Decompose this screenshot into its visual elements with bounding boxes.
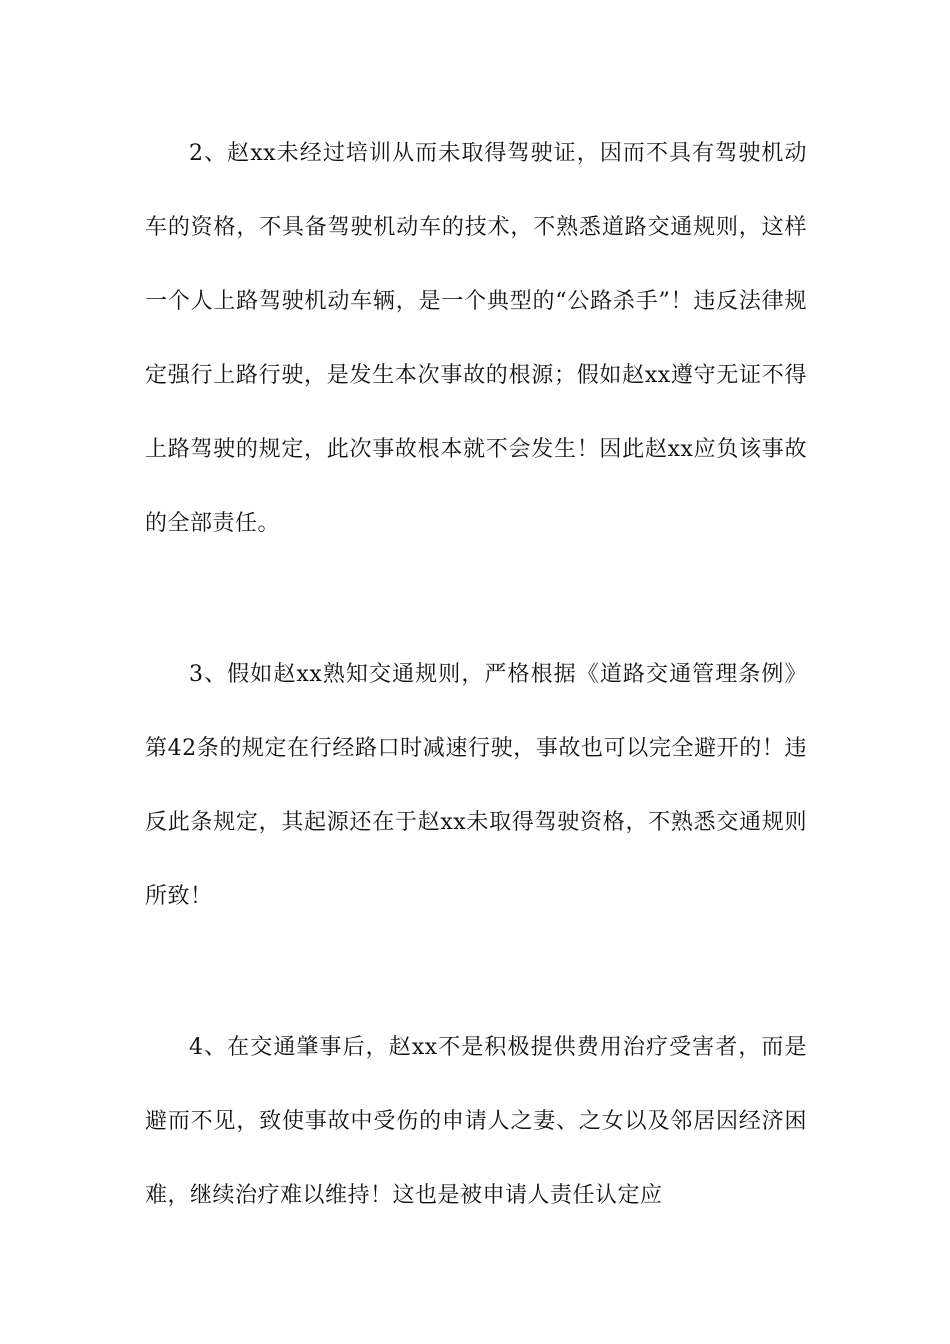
paragraph-4: 4、在交通肇事后，赵xx不是积极提供费用治疗受害者，而是避而不见，致使事故中受伤的申请人之妻、之女以及邻居因经济困难，继续治疗难以维持！这也是被申请人责任认定应 xyxy=(145,1035,807,1208)
paragraph-2: 2、赵xx未经过培训从而未取得驾驶证，因而不具有驾驶机动车的资格，不具备驾驶机动车的技术，不熟悉道路交通规则，这样一个人上路驾驶机动车辆，是一个典型的“公路杀手”！违反法律规定强行上路行驶，是发生本次事故的根源；假如赵xx遵守无证不得上路驾驶的规定，此次事故根本就不会发生！因此赵xx应负该事故的全部责任。 xyxy=(145,141,807,536)
paragraph-3: 3、假如赵xx熟知交通规则，严格根据《道路交通管理条例》第42条的规定在行经路口时减速行驶，事故也可以完全避开的！违反此条规定，其起源还在于赵xx未取得驾驶资格，不熟悉交通规则所致！ xyxy=(145,662,807,909)
